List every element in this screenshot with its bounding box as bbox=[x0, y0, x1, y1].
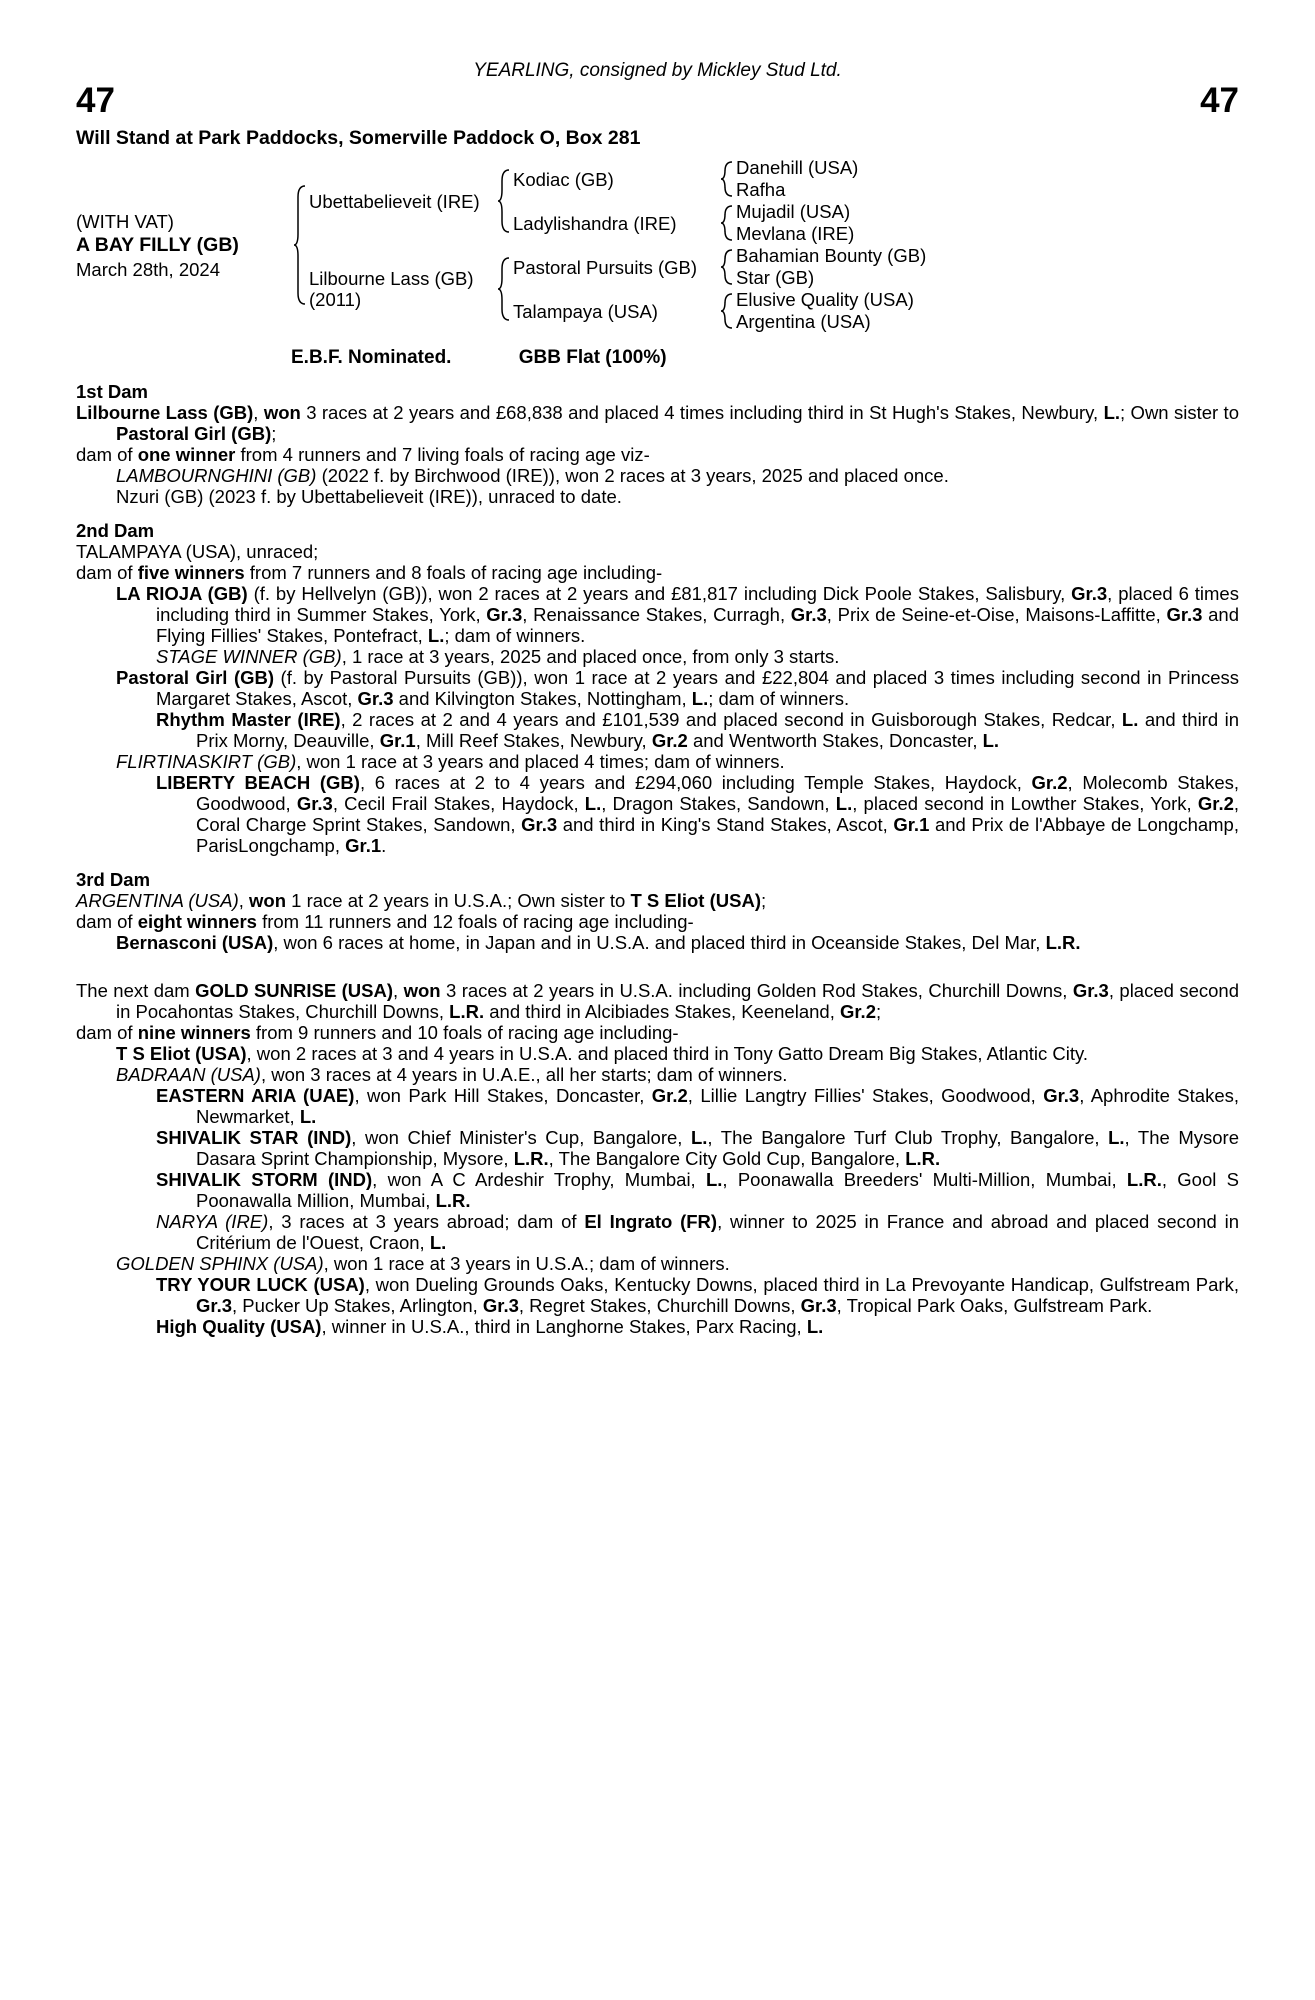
text-segment: , placed 6 times including third in Summer Stakes, York, bbox=[156, 583, 1239, 625]
dam-sire-name: Pastoral Pursuits (GB) bbox=[513, 256, 698, 278]
text-segment: , Pucker Up Stakes, Arlington, bbox=[232, 1295, 483, 1316]
text-segment: Gr.2 bbox=[1197, 793, 1234, 814]
text-segment: , Prix de Seine-et-Oise, Maisons-Laffitte, bbox=[826, 604, 1167, 625]
text-segment: , won 1 race at 3 years and placed 4 times; dam of winners. bbox=[296, 751, 785, 772]
text-segment: , winner in U.S.A., third in Langhorne Stakes, Parx Racing, bbox=[321, 1316, 807, 1337]
text-segment: L. bbox=[1108, 1127, 1125, 1148]
text-segment: BADRAAN (USA) bbox=[116, 1064, 261, 1085]
text-segment: and Prix de l'Abbaye de Longchamp, ParisLongchamp, bbox=[196, 814, 1239, 856]
text-segment: won bbox=[263, 402, 301, 423]
text-segment: High Quality (USA) bbox=[156, 1316, 322, 1337]
text-segment: (f. by Hellvelyn (GB)), won 2 races at 2 years and £81,817 including Dick Poole Stakes, Salisbury, bbox=[247, 583, 1072, 604]
text-segment: from 7 runners and 8 foals of racing age including- bbox=[244, 562, 663, 583]
stand-location: Will Stand at Park Paddocks, Somerville Paddock O, Box 281 bbox=[76, 127, 641, 149]
text-segment: LAMBOURNGHINI (GB) bbox=[116, 465, 317, 486]
text-segment: Gr.2 bbox=[839, 1001, 876, 1022]
pedigree-paragraph bbox=[76, 772, 1239, 856]
outer-brace bbox=[291, 185, 309, 305]
dam-dam-brace bbox=[718, 293, 736, 329]
text-segment: , Cecil Frail Stakes, Haydock, bbox=[332, 793, 585, 814]
text-segment: L. bbox=[1103, 402, 1121, 423]
dam-name-block bbox=[309, 268, 495, 310]
text-segment: eight winners bbox=[137, 911, 257, 932]
pedigree-paragraph bbox=[76, 911, 1239, 932]
pedigree-section bbox=[76, 520, 1239, 856]
text-segment: SHIVALIK STORM (IND) bbox=[156, 1169, 373, 1190]
text-segment: L. bbox=[1121, 709, 1139, 730]
subject-block bbox=[76, 211, 291, 280]
text-segment: , Lillie Langtry Fillies' Stakes, Goodwood, bbox=[687, 1085, 1044, 1106]
text-segment: Gr.2 bbox=[651, 1085, 688, 1106]
text-segment: T S Eliot (USA) bbox=[630, 890, 761, 911]
text-segment: , winner to 2025 in France and abroad and placed second in Critérium de l'Ouest, Craon, bbox=[196, 1211, 1239, 1253]
pedigree-paragraph bbox=[76, 1253, 1239, 1274]
sire-sire-row bbox=[513, 157, 858, 201]
text-segment: Gr.1 bbox=[893, 814, 930, 835]
text-segment: Gr.1 bbox=[379, 730, 416, 751]
dam-dam-row bbox=[513, 289, 926, 333]
text-segment: , won 6 races at home, in Japan and in U.S.A. and placed third in Oceanside Stakes, Del Mar, bbox=[273, 932, 1046, 953]
text-segment: Gr.3 bbox=[1166, 604, 1203, 625]
sire-grandparents bbox=[513, 157, 858, 245]
pedigree-paragraph bbox=[76, 667, 1239, 709]
sire-dam-parents bbox=[736, 201, 854, 245]
sire-sire-name: Kodiac (GB) bbox=[513, 168, 614, 190]
section-heading: 2nd Dam bbox=[76, 520, 155, 541]
text-segment: L. bbox=[835, 793, 853, 814]
pedigree-table bbox=[76, 157, 1239, 333]
text-segment: and Flying Fillies' Stakes, Pontefract, bbox=[156, 604, 1240, 646]
text-segment: , 3 races at 3 years abroad; dam of bbox=[268, 1211, 585, 1232]
text-segment: . bbox=[381, 835, 387, 856]
sire-dam-row bbox=[513, 201, 858, 245]
text-segment: one winner bbox=[137, 444, 236, 465]
text-segment: , The Bangalore City Gold Cup, Bangalore, bbox=[548, 1148, 906, 1169]
pedigree-paragraph bbox=[76, 980, 1239, 1022]
section-heading: 3rd Dam bbox=[76, 869, 151, 890]
pedigree-paragraph bbox=[76, 402, 1239, 444]
pedigree-paragraph bbox=[76, 1211, 1239, 1253]
ebf-nominated-label: E.B.F. Nominated. bbox=[291, 347, 452, 368]
text-segment: L. bbox=[584, 793, 602, 814]
text-segment: from 9 runners and 10 foals of racing age including- bbox=[250, 1022, 679, 1043]
sire-brace bbox=[495, 169, 513, 233]
text-segment: , won 3 races at 4 years in U.A.E., all her starts; dam of winners. bbox=[260, 1064, 788, 1085]
text-segment: nine winners bbox=[137, 1022, 251, 1043]
parents-column bbox=[309, 157, 926, 333]
text-segment: Gr.3 bbox=[196, 1295, 232, 1316]
text-segment: FLIRTINASKIRT (GB) bbox=[116, 751, 297, 772]
dam-row bbox=[309, 245, 926, 333]
text-segment: , 1 race at 3 years, 2025 and placed once, from only 3 starts. bbox=[341, 646, 840, 667]
text-segment: , Coral Charge Sprint Stakes, Sandown, bbox=[196, 793, 1240, 835]
text-segment: Gr.3 bbox=[1043, 1085, 1080, 1106]
text-segment: dam of bbox=[76, 562, 138, 583]
consignor-line: YEARLING, consigned by Mickley Stud Ltd. bbox=[473, 60, 842, 81]
text-segment: , Mill Reef Stakes, Newbury, bbox=[415, 730, 652, 751]
text-segment: L. bbox=[429, 1232, 447, 1253]
text-segment: Bernasconi (USA) bbox=[116, 932, 274, 953]
pedigree-paragraph bbox=[76, 1274, 1239, 1316]
text-segment: Gr.3 bbox=[482, 1295, 519, 1316]
dam-name: Lilbourne Lass (GB) bbox=[309, 268, 474, 289]
text-segment: , won 2 races at 3 and 4 years in U.S.A. and placed third in Tony Gatto Dream Big Stakes, Atlantic City. bbox=[246, 1043, 1089, 1064]
text-segment: from 11 runners and 12 foals of racing age including- bbox=[256, 911, 694, 932]
text-segment: , won Dueling Grounds Oaks, Kentucky Downs, placed third in La Prevoyante Handicap, Gulfstream Park, bbox=[364, 1274, 1239, 1295]
section-heading: 1st Dam bbox=[76, 381, 148, 402]
text-segment: , 2 races at 2 and 4 years and £101,539 and placed second in Guisborough Stakes, Redcar, bbox=[340, 709, 1122, 730]
pedigree-paragraph bbox=[76, 562, 1239, 583]
text-segment: Gr.3 bbox=[296, 793, 333, 814]
text-segment: , won Park Hill Stakes, Doncaster, bbox=[354, 1085, 652, 1106]
sire-sire-parents bbox=[736, 157, 858, 201]
pedigree-paragraph bbox=[76, 1127, 1239, 1169]
pedigree-section bbox=[76, 869, 1239, 953]
pedigree-paragraph bbox=[76, 465, 1239, 486]
text-segment: , won Chief Minister's Cup, Bangalore, bbox=[351, 1127, 691, 1148]
text-segment: TALAMPAYA (USA), unraced; bbox=[76, 541, 319, 562]
text-segment: L. bbox=[691, 688, 709, 709]
text-segment: Rhythm Master (IRE) bbox=[156, 709, 341, 730]
pedigree-paragraph bbox=[76, 1169, 1239, 1211]
text-segment: L. bbox=[427, 625, 445, 646]
pedigree-paragraph bbox=[76, 1043, 1239, 1064]
text-segment: , Tropical Park Oaks, Gulfstream Park. bbox=[836, 1295, 1153, 1316]
pedigree-paragraph bbox=[76, 1022, 1239, 1043]
text-segment: TRY YOUR LUCK (USA) bbox=[156, 1274, 365, 1295]
text-segment: L. bbox=[299, 1106, 317, 1127]
lot-number-right: 47 bbox=[1200, 81, 1239, 120]
pedigree-paragraph bbox=[76, 1316, 1239, 1337]
text-segment: , Renaissance Stakes, Curragh, bbox=[522, 604, 791, 625]
pedigree-section bbox=[76, 980, 1239, 1337]
text-segment: , bbox=[238, 890, 250, 911]
ancestor-name: Mujadil (USA) bbox=[736, 201, 851, 222]
text-segment: Lilbourne Lass (GB) bbox=[76, 402, 254, 423]
text-segment: , bbox=[393, 980, 404, 1001]
ancestor-name: Star (GB) bbox=[736, 267, 815, 288]
sire-sire-brace bbox=[718, 161, 736, 197]
text-segment: El Ingrato (FR) bbox=[584, 1211, 718, 1232]
dam-sire-brace bbox=[718, 249, 736, 285]
dam-sire-parents bbox=[736, 245, 926, 289]
text-segment: L.R. bbox=[449, 1001, 485, 1022]
text-segment: , bbox=[253, 402, 264, 423]
text-segment: LIBERTY BEACH (GB) bbox=[156, 772, 360, 793]
text-segment: , placed second in Pocahontas Stakes, Churchill Downs, bbox=[116, 980, 1240, 1022]
text-segment: L.R. bbox=[905, 1148, 941, 1169]
text-segment: , Poonawalla Breeders' Multi-Million, Mumbai, bbox=[722, 1169, 1127, 1190]
text-segment: L.R. bbox=[1045, 932, 1081, 953]
text-segment: Gr.3 bbox=[357, 688, 394, 709]
ancestor-name: Argentina (USA) bbox=[736, 311, 871, 332]
text-segment: and Wentworth Stakes, Doncaster, bbox=[687, 730, 983, 751]
text-segment: won bbox=[249, 890, 287, 911]
text-segment: ; dam of winners. bbox=[708, 688, 850, 709]
text-segment: ARGENTINA (USA) bbox=[76, 890, 239, 911]
text-segment: five winners bbox=[137, 562, 245, 583]
text-segment: (2022 f. by Birchwood (IRE)), won 2 races at 3 years, 2025 and placed once. bbox=[316, 465, 949, 486]
pedigree-paragraph bbox=[76, 1064, 1239, 1085]
text-segment: Gr.2 bbox=[1031, 772, 1068, 793]
pedigree-paragraph bbox=[76, 709, 1239, 751]
pedigree-paragraph bbox=[76, 890, 1239, 911]
pedigree-paragraph bbox=[76, 541, 1239, 562]
dam-brace bbox=[495, 257, 513, 321]
text-segment: GOLD SUNRISE (USA) bbox=[195, 980, 394, 1001]
text-segment: ; bbox=[271, 423, 277, 444]
text-segment: , Molecomb Stakes, Goodwood, bbox=[196, 772, 1239, 814]
ancestor-name: Mevlana (IRE) bbox=[736, 223, 855, 244]
text-segment: Nzuri (GB) (2023 f. by Ubettabelieveit (IRE)), unraced to date. bbox=[116, 486, 622, 507]
foal-date: March 28th, 2024 bbox=[76, 258, 220, 280]
text-segment: ; bbox=[761, 890, 767, 911]
dam-sire-row bbox=[513, 245, 926, 289]
text-segment: Gr.3 bbox=[800, 1295, 837, 1316]
text-segment: L.R. bbox=[435, 1190, 471, 1211]
text-segment: and Kilvington Stakes, Nottingham, bbox=[393, 688, 692, 709]
pedigree-paragraph bbox=[76, 583, 1239, 646]
text-segment: ; dam of winners. bbox=[444, 625, 586, 646]
text-segment: Gr.1 bbox=[345, 835, 382, 856]
text-segment: LA RIOJA (GB) bbox=[116, 583, 248, 604]
text-segment: EASTERN ARIA (UAE) bbox=[156, 1085, 355, 1106]
text-segment: , Gool S Poonawalla Million, Mumbai, bbox=[196, 1169, 1239, 1211]
text-segment: (f. by Pastoral Pursuits (GB)), won 1 race at 2 years and £22,804 and placed 3 times including second in Princess Margaret Stakes, Ascot, bbox=[156, 667, 1239, 709]
text-segment: and third in Prix Morny, Deauville, bbox=[196, 709, 1239, 751]
pedigree-paragraph bbox=[76, 486, 1239, 507]
text-segment: L. bbox=[982, 730, 1000, 751]
text-segment: 1 race at 2 years in U.S.A.; Own sister to bbox=[286, 890, 631, 911]
text-segment: L. bbox=[705, 1169, 723, 1190]
text-segment: L. bbox=[690, 1127, 708, 1148]
pedigree-paragraph bbox=[76, 751, 1239, 772]
text-segment: NARYA (IRE) bbox=[156, 1211, 269, 1232]
ancestor-name: Danehill (USA) bbox=[736, 157, 859, 178]
ancestor-name: Rafha bbox=[736, 179, 786, 200]
pedigree-paragraph bbox=[76, 932, 1239, 953]
nominations-row bbox=[76, 347, 1239, 368]
pedigree-paragraph bbox=[76, 646, 1239, 667]
text-segment: Gr.3 bbox=[521, 814, 558, 835]
text-segment: Gr.3 bbox=[1072, 980, 1109, 1001]
text-segment: dam of bbox=[76, 911, 138, 932]
text-segment: STAGE WINNER (GB) bbox=[156, 646, 342, 667]
lot-number-row bbox=[76, 83, 1239, 119]
sire-dam-name: Ladylishandra (IRE) bbox=[513, 212, 677, 234]
pedigree-paragraph bbox=[76, 444, 1239, 465]
text-segment: won bbox=[403, 980, 441, 1001]
text-segment: Gr.2 bbox=[651, 730, 688, 751]
text-segment: , The Bangalore Turf Club Trophy, Bangalore, bbox=[707, 1127, 1109, 1148]
sire-name: Ubettabelieveit (IRE) bbox=[309, 190, 480, 212]
text-segment: L.R. bbox=[1126, 1169, 1162, 1190]
text-segment: Gr.3 bbox=[790, 604, 827, 625]
sire-row bbox=[309, 157, 926, 245]
text-segment: Gr.3 bbox=[486, 604, 523, 625]
text-segment: GOLDEN SPHINX (USA) bbox=[116, 1253, 324, 1274]
text-segment: ; bbox=[875, 1001, 882, 1022]
pedigree-paragraph bbox=[76, 1085, 1239, 1127]
text-segment: Gr.3 bbox=[1071, 583, 1108, 604]
text-segment: dam of bbox=[76, 1022, 138, 1043]
text-segment: Pastoral Girl (GB) bbox=[116, 423, 272, 444]
text-segment: Pastoral Girl (GB) bbox=[116, 667, 275, 688]
dam-grandparents bbox=[513, 245, 926, 333]
text-segment: , The Mysore Dasara Sprint Championship, Mysore, bbox=[196, 1127, 1239, 1169]
sire-dam-brace bbox=[718, 205, 736, 241]
text-segment: , 6 races at 2 to 4 years and £294,060 including Temple Stakes, Haydock, bbox=[359, 772, 1032, 793]
text-segment: ; Own sister to bbox=[1120, 402, 1239, 423]
ancestor-name: Elusive Quality (USA) bbox=[736, 289, 914, 310]
dam-dam-name: Talampaya (USA) bbox=[513, 300, 658, 322]
dam-year: (2011) bbox=[309, 289, 362, 310]
dam-dam-parents bbox=[736, 289, 914, 333]
ancestor-name: Bahamian Bounty (GB) bbox=[736, 245, 927, 266]
text-segment: , Regret Stakes, Churchill Downs, bbox=[518, 1295, 801, 1316]
text-segment: L. bbox=[806, 1316, 824, 1337]
vat-status: (WITH VAT) bbox=[76, 210, 174, 232]
pedigree-section bbox=[76, 381, 1239, 507]
text-segment: , won 1 race at 3 years in U.S.A.; dam of winners. bbox=[323, 1253, 730, 1274]
text-segment: from 4 runners and 7 living foals of racing age viz- bbox=[235, 444, 650, 465]
text-segment: 3 races at 2 years in U.S.A. including Golden Rod Stakes, Churchill Downs, bbox=[440, 980, 1073, 1001]
text-segment: and third in King's Stand Stakes, Ascot, bbox=[557, 814, 894, 835]
text-segment: L.R. bbox=[513, 1148, 549, 1169]
text-segment: T S Eliot (USA) bbox=[116, 1043, 247, 1064]
text-segment: dam of bbox=[76, 444, 138, 465]
text-segment: , won A C Ardeshir Trophy, Mumbai, bbox=[372, 1169, 706, 1190]
catalogue-body bbox=[76, 381, 1239, 1337]
lot-number-left: 47 bbox=[76, 81, 115, 120]
horse-name: A BAY FILLY (GB) bbox=[76, 233, 239, 256]
text-segment: The next dam bbox=[76, 980, 196, 1001]
gbb-flat-label: GBB Flat (100%) bbox=[518, 347, 667, 368]
text-segment: SHIVALIK STAR (IND) bbox=[156, 1127, 352, 1148]
text-segment: , Dragon Stakes, Sandown, bbox=[601, 793, 836, 814]
text-segment: and third in Alcibiades Stakes, Keeneland, bbox=[484, 1001, 840, 1022]
text-segment: , Aphrodite Stakes, Newmarket, bbox=[196, 1085, 1239, 1127]
text-segment: , placed second in Lowther Stakes, York, bbox=[852, 793, 1198, 814]
text-segment: 3 races at 2 years and £68,838 and placed 4 times including third in St Hugh's Stakes, Newbury, bbox=[300, 402, 1104, 423]
